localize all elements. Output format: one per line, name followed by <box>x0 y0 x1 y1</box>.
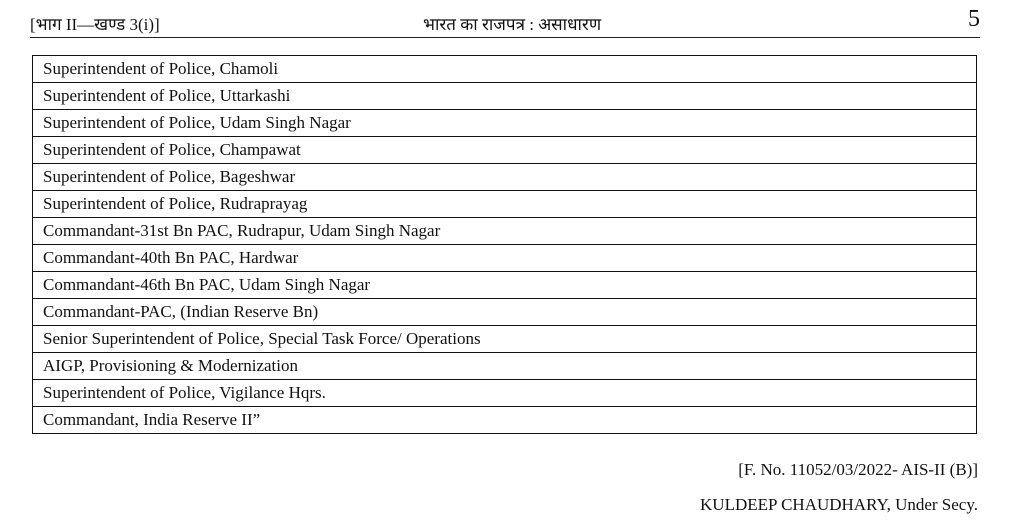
signatory-name: KULDEEP CHAUDHARY, Under Secy. <box>700 495 978 514</box>
table-row <box>33 299 977 326</box>
table-row <box>33 380 977 407</box>
table-row <box>33 272 977 299</box>
table-cell: Commandant, India Reserve II” <box>33 407 977 434</box>
header-divider <box>30 37 980 38</box>
table-row <box>33 56 977 83</box>
table-cell: Superintendent of Police, Udam Singh Nagar <box>33 110 977 137</box>
table-row <box>33 245 977 272</box>
table-cell: AIGP, Provisioning & Modernization <box>33 353 977 380</box>
table-cell: Superintendent of Police, Chamoli <box>33 56 977 83</box>
table-row <box>33 137 977 164</box>
table-row <box>33 407 977 434</box>
table-cell: Senior Superintendent of Police, Special Task Force/ Operations <box>33 326 977 353</box>
table-cell: Commandant-31st Bn PAC, Rudrapur, Udam Singh Nagar <box>33 218 977 245</box>
gazette-part-label: [भाग II—खण्ड 3(i)] <box>30 15 160 34</box>
table-row <box>33 218 977 245</box>
table-cell: Superintendent of Police, Bageshwar <box>33 164 977 191</box>
table-row <box>33 191 977 218</box>
table-cell: Commandant-40th Bn PAC, Hardwar <box>33 245 977 272</box>
table-row <box>33 164 977 191</box>
table-row <box>33 83 977 110</box>
table-cell: Superintendent of Police, Vigilance Hqrs. <box>33 380 977 407</box>
table-cell: Commandant-PAC, (Indian Reserve Bn) <box>33 299 977 326</box>
table-cell: Superintendent of Police, Rudraprayag <box>33 191 977 218</box>
gazette-title: भारत का राजपत्र : असाधारण <box>423 15 602 34</box>
table-cell: Superintendent of Police, Champawat <box>33 137 977 164</box>
table-cell: Superintendent of Police, Uttarkashi <box>33 83 977 110</box>
file-number: [F. No. 11052/03/2022- AIS-II (B)] <box>738 460 978 479</box>
table-row <box>33 353 977 380</box>
table-row <box>33 110 977 137</box>
table-cell: Commandant-46th Bn PAC, Udam Singh Nagar <box>33 272 977 299</box>
page-header <box>30 8 980 38</box>
table-row <box>33 326 977 353</box>
posts-table <box>32 55 977 434</box>
page-number: 5 <box>968 6 980 32</box>
